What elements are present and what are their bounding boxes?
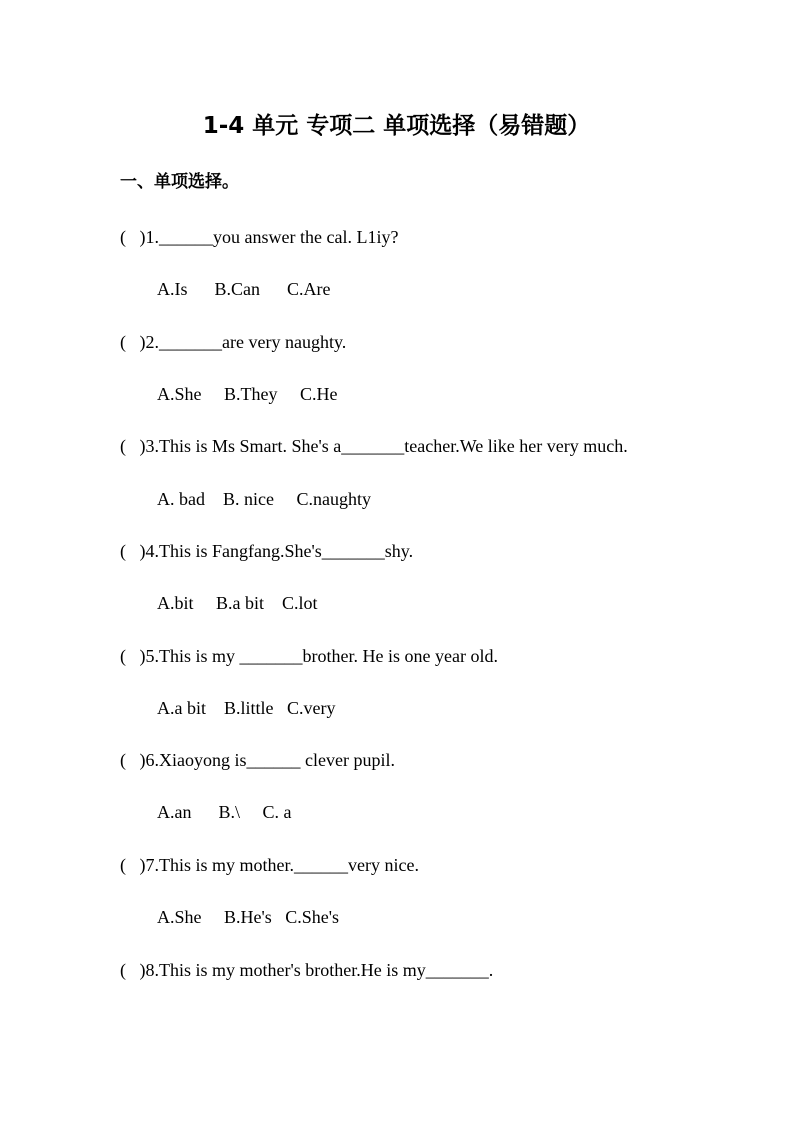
- section-heading: 一、单项选择。: [120, 172, 239, 192]
- question-5: [120, 644, 498, 668]
- question-8: [120, 958, 493, 982]
- answer-paren: ( ): [120, 332, 146, 352]
- page-title: 1-4 单元 专项二 单项选择（易错题）: [202, 113, 591, 139]
- question-stem: 2._______are very naughty.: [145, 332, 347, 352]
- answer-paren: ( ): [120, 541, 146, 561]
- question-1-options: A.Is B.Can C.Are: [157, 279, 331, 299]
- answer-paren: ( ): [120, 227, 146, 247]
- question-3: [120, 434, 628, 458]
- question-7: [120, 853, 419, 877]
- question-stem: 1.______you answer the cal. L1iy?: [145, 227, 399, 247]
- answer-paren: ( ): [120, 855, 146, 875]
- question-6-options: A.an B.\ C. a: [157, 802, 292, 822]
- question-stem: 7.This is my mother.______very nice.: [145, 855, 419, 875]
- question-3-options: A. bad B. nice C.naughty: [157, 489, 371, 509]
- question-stem: 6.Xiaoyong is______ clever pupil.: [145, 750, 395, 770]
- answer-paren: ( ): [120, 646, 146, 666]
- answer-paren: ( ): [120, 436, 146, 456]
- question-2-options: A.She B.They C.He: [157, 384, 338, 404]
- answer-paren: ( ): [120, 960, 146, 980]
- question-stem: 4.This is Fangfang.She's_______shy.: [145, 541, 414, 561]
- question-stem: 8.This is my mother's brother.He is my_______.: [145, 960, 494, 980]
- question-stem: 3.This is Ms Smart. She's a_______teacher.We like her very much.: [145, 436, 628, 456]
- question-2: [120, 330, 346, 354]
- question-6: [120, 748, 395, 772]
- question-5-options: A.a bit B.little C.very: [157, 698, 336, 718]
- question-4: [120, 539, 413, 563]
- question-stem: 5.This is my _______brother. He is one year old.: [145, 646, 498, 666]
- question-1: [120, 225, 398, 249]
- answer-paren: ( ): [120, 750, 146, 770]
- question-4-options: A.bit B.a bit C.lot: [157, 593, 318, 613]
- question-7-options: A.She B.He's C.She's: [157, 907, 339, 927]
